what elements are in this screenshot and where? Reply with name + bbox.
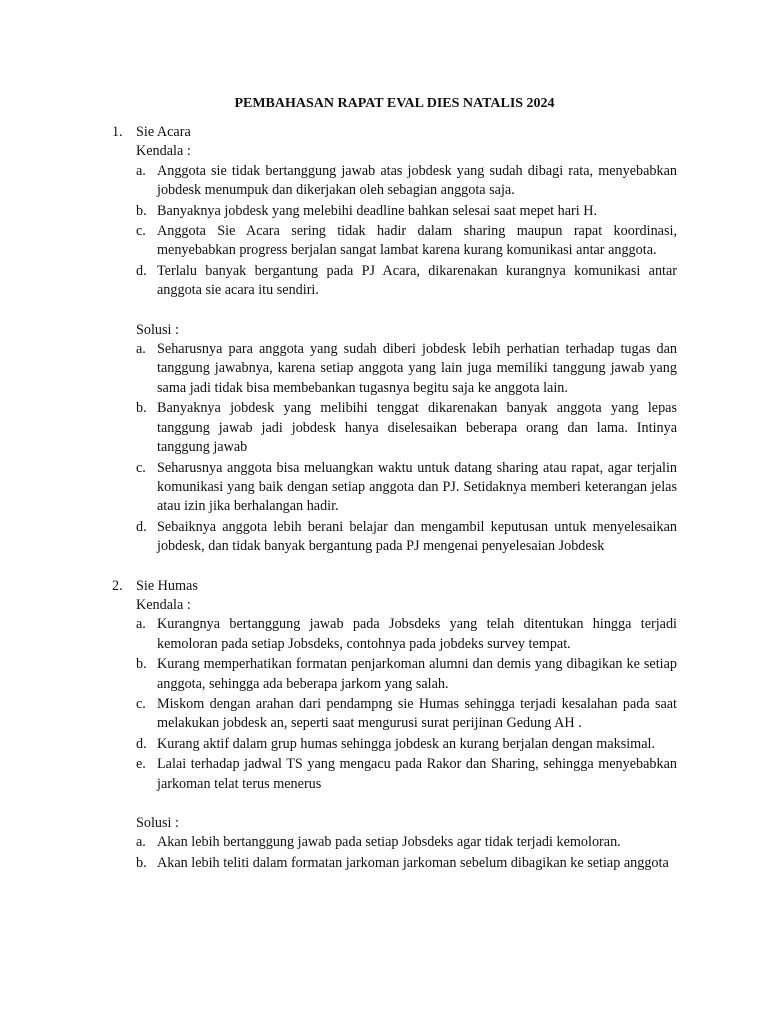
section-title: Sie Humas xyxy=(136,577,198,594)
section-number: 1. xyxy=(112,124,123,140)
list-item xyxy=(136,518,677,557)
list-item xyxy=(136,854,677,873)
solusi-list xyxy=(136,833,677,873)
item-text: Banyaknya jobdesk yang melebihi deadline bahkan selesai saat mepet hari H. xyxy=(157,202,598,219)
item-marker: e. xyxy=(136,756,146,773)
item-marker: d. xyxy=(136,735,147,752)
item-text: Banyaknya jobdesk yang melibihi tenggat dikarenakan banyak anggota yang lepas tanggung jawab jadi jobdesk hanya diselesaikan beberapa orang dan lama. Intinya tanggung jawab xyxy=(157,400,677,456)
kendala-list xyxy=(136,615,677,794)
item-marker: b. xyxy=(136,854,147,871)
section-title: Sie Acara xyxy=(136,124,191,140)
kendala-label: Kendala : xyxy=(136,143,191,160)
list-item xyxy=(136,755,677,794)
item-text: Akan lebih teliti dalam formatan jarkoman jarkoman sebelum dibagikan ke setiap anggota xyxy=(157,854,669,871)
list-item xyxy=(136,833,677,852)
list-item xyxy=(136,399,677,457)
list-item xyxy=(136,162,677,201)
list-item xyxy=(136,459,677,517)
list-item xyxy=(136,340,677,398)
item-text: Miskom dengan arahan dari pendampng sie Humas sehingga terjadi kesalahan pada saat melakukan jobdesk an, seperti saat mengurusi surat perijinan Gedung AH . xyxy=(157,695,677,732)
list-item xyxy=(136,262,677,301)
solusi-list xyxy=(136,340,677,556)
item-text: Anggota sie tidak bertanggung jawab atas jobdesk yang sudah dibagi rata, menyebabkan jobdesk menumpuk dan dikerjakan oleh sebagian anggota saja. xyxy=(157,162,677,199)
kendala-label: Kendala : xyxy=(136,596,191,613)
section-body xyxy=(112,596,677,873)
item-text: Seharusnya para anggota yang sudah diberi jobdesk lebih perhatian terhadap tugas dan tanggung jawabnya, karena setiap anggota yang lain juga memiliki tanggung jawab yang sama jadi tidak bisa membebankan tugasnya begitu saja ke anggota lain. xyxy=(157,341,677,396)
item-marker: a. xyxy=(136,616,146,633)
item-text: Terlalu banyak bergantung pada PJ Acara, dikarenakan kurangnya komunikasi antar anggota sie acara itu sendiri. xyxy=(157,262,677,299)
section-heading xyxy=(112,577,677,596)
spacer xyxy=(112,558,677,577)
item-marker: a. xyxy=(136,162,146,179)
item-text: Kurangnya bertanggung jawab pada Jobsdeks yang telah ditentukan hingga terjadi kemoloran pada setiap Jobsdeks, contohnya pada jobdeks survey tempat. xyxy=(157,616,677,652)
solusi-label: Solusi : xyxy=(136,321,179,338)
kendala-list xyxy=(136,162,677,301)
item-marker: a. xyxy=(136,341,146,358)
item-text: Sebaiknya anggota lebih berani belajar dan mengambil keputusan untuk menyelesaikan jobdesk, dan tidak banyak bergantung pada PJ mengenai penyelesaian Jobdesk xyxy=(157,518,677,555)
item-marker: d. xyxy=(136,518,147,535)
item-marker: c. xyxy=(136,695,146,712)
item-text: Kurang aktif dalam grup humas sehingga jobdesk an kurang berjalan dengan maksimal. xyxy=(157,735,655,752)
section-sie-humas xyxy=(112,577,677,874)
spacer xyxy=(136,795,677,814)
solusi-label: Solusi : xyxy=(136,815,179,831)
item-text: Lalai terhadap jadwal TS yang mengacu pada Rakor dan Sharing, sehingga menyebabkan jarkoman telat terus menerus xyxy=(157,756,677,792)
section-sie-acara xyxy=(112,123,677,557)
section-number: 2. xyxy=(112,577,123,594)
item-marker: c. xyxy=(136,223,146,240)
section-body xyxy=(112,142,677,556)
list-item xyxy=(136,735,677,754)
list-item xyxy=(136,202,677,221)
list-item xyxy=(136,615,677,654)
item-marker: b. xyxy=(136,656,147,673)
document-title: PEMBAHASAN RAPAT EVAL DIES NATALIS 2024 xyxy=(234,96,555,111)
item-marker: c. xyxy=(136,459,146,476)
item-marker: a. xyxy=(136,834,146,851)
spacer xyxy=(136,302,677,321)
list-item xyxy=(136,655,677,694)
item-marker: b. xyxy=(136,202,147,219)
item-text: Kurang memperhatikan formatan penjarkoman alumni dan demis yang dibagikan ke setiap anggota, sehingga ada beberapa jarkom yang salah. xyxy=(157,656,677,692)
item-text: Akan lebih bertanggung jawab pada setiap Jobsdeks agar tidak terjadi kemoloran. xyxy=(157,834,621,851)
item-marker: d. xyxy=(136,262,147,279)
item-text: Anggota Sie Acara sering tidak hadir dalam sharing maupun rapat koordinasi, menyebabkan progress berjalan sangat lambat karena kurang komunikasi antar anggota. xyxy=(157,223,677,259)
list-item xyxy=(136,695,677,734)
section-heading xyxy=(112,123,677,142)
item-text: Seharusnya anggota bisa meluangkan waktu untuk datang sharing atau rapat, agar terjalin komunikasi yang baik dengan setiap anggota dan PJ. Setidaknya memberi keterangan jelas atau izin jika berhalangan hadir. xyxy=(157,459,677,515)
list-item xyxy=(136,222,677,261)
item-marker: b. xyxy=(136,400,147,417)
